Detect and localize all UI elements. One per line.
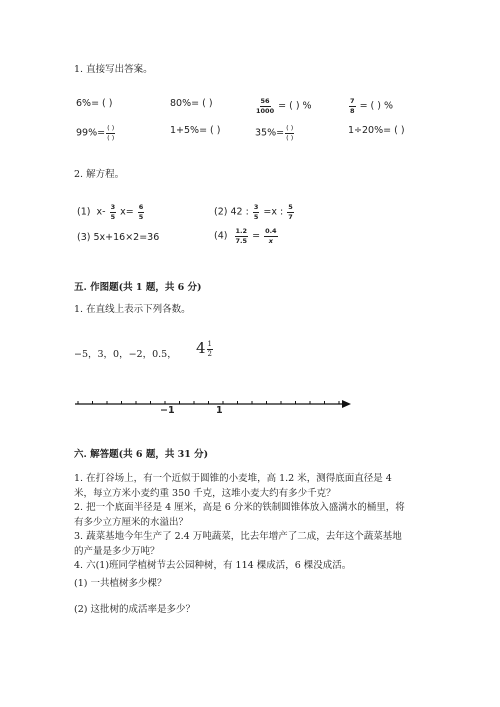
equation-2: (2) 42 : $\frac{3}{5}$ =x : $\frac{5}{7}$ [214,203,293,221]
number-line-arrow [342,400,351,408]
answer-item: $\frac{56}{1000}$ = ( ) % [256,97,312,115]
answer-item: $\frac{7}{8}$ = ( ) % [350,97,394,115]
question-line: 米，每立方米小麦约重 350 千克，这堆小麦大约有多少千克？ [74,487,336,499]
answer-item: 1+5%= ( ) [170,125,221,136]
q2-heading: 2. 解方程。 [74,169,125,180]
number-line [70,392,360,422]
numbers-to-plot: −5，3，0，−2，0.5， [74,349,177,360]
answer-item: 6%= ( ) [76,98,113,109]
tick-label-1: 1 [216,405,223,416]
sub-question-1: (1) 一共植树多少棵？ [74,578,167,589]
question-line: 4. 六(1)班同学植树节去公园种树，有 114 棵成活，6 棵没成活。 [74,560,352,571]
q1-heading: 1. 直接写出答案。 [74,64,153,75]
answer-item: 99%= $\frac{( )}{( )}$ [76,124,115,142]
answer-item: 1÷20%= ( ) [348,125,405,136]
mixed-number: 4 $\frac{1}{2}$ [196,339,213,358]
tick-label-neg1: −1 [160,405,175,416]
equation-3: (3) 5x+16×2=36 [77,232,160,243]
answer-item: 35%= $\frac{( )}{( )}$ [255,124,294,142]
section6-title: 六. 解答题(共 6 题，共 31 分) [74,449,209,460]
equation-4: (4) $\frac{1.2}{7.5}$ = $\frac{0.4}{x}$ [214,227,277,245]
section5-title: 五. 作图题(共 1 题，共 6 分) [74,282,202,293]
answer-item: 80%= ( ) [170,98,213,109]
question-line: 3. 蔬菜基地今年生产了 2.4 万吨蔬菜，比去年增产了二成，去年这个蔬菜基地 [74,531,402,542]
sub-question-2: (2) 这批树的成活率是多少？ [74,604,195,615]
equation-1: (1) x- $\frac{3}{5}$ x= $\frac{6}{5}$ [77,203,144,221]
question-line: 1. 在打谷场上，有一个近似于圆锥的小麦堆，高 1.2 米，测得底面直径是 4 [74,473,392,484]
section5-question-1: 1. 在直线上表示下列各数。 [74,304,191,315]
question-line: 的产量是多少万吨？ [74,545,160,557]
question-line: 2. 把一个底面半径是 4 厘米，高是 6 分米的铁制圆锥体放入盛满水的桶里，将 [74,502,405,513]
question-line: 有多少立方厘米的水溢出？ [74,516,189,528]
